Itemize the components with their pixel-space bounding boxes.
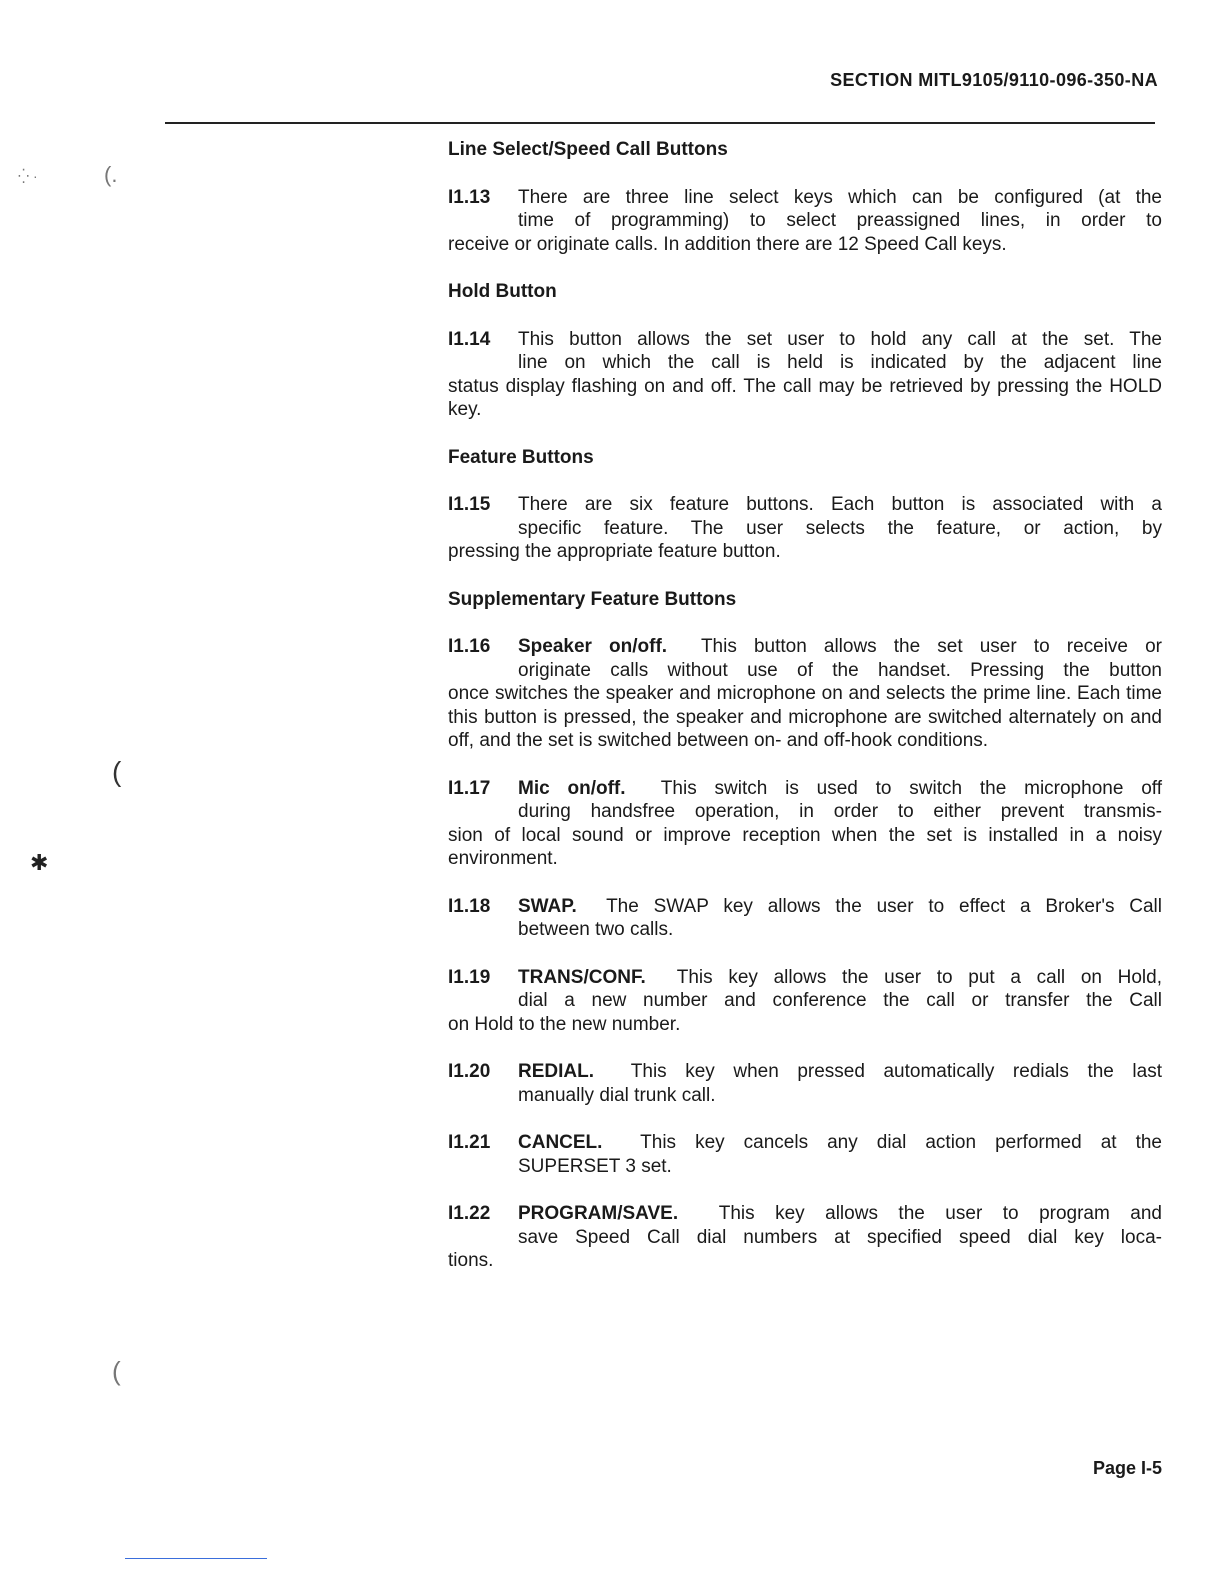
paragraph (448, 777, 1162, 871)
paragraph-number: I1.21 (448, 1132, 491, 1153)
paragraph-line: This switch is used to switch the microphone off (660, 777, 1162, 799)
paragraph-text: once switches the speaker and microphone on and selects the prime line. Each time this button is pressed, the speaker and microphone are switched alternately on and off, and the set is switched between on- and off-hook conditions. (448, 683, 1162, 751)
paragraph-number: I1.17 (448, 777, 491, 799)
scan-speck: (. (104, 162, 118, 187)
paragraph (448, 966, 1162, 1037)
scan-speck: ( (112, 756, 122, 787)
section-heading: Feature Buttons (448, 446, 594, 468)
paragraph-text: tions. (448, 1250, 494, 1271)
paragraph-lead: Speaker on/off. (518, 636, 668, 657)
paragraph-line: The SWAP key allows the user to effect a Broker's Call (606, 895, 1162, 917)
header-rule (165, 122, 1155, 124)
paragraph-text: sion of local sound or improve reception when the set is installed in a noisy environment. (448, 824, 1162, 869)
paragraph-line: This key allows the user to put a call on Hold, (676, 966, 1162, 988)
paragraph-number: I1.14 (448, 328, 491, 350)
paragraph-line: between two calls. (518, 919, 674, 940)
paragraph-line: line on which the call is held is indicated by the adjacent line (518, 352, 1162, 373)
scan-speck: ⁛ · (18, 168, 38, 184)
paragraph-line: There are three line select keys which can be configured (at the (518, 186, 1162, 208)
scan-speck: ✱ (30, 850, 49, 875)
paragraph-line: save Speed Call dial numbers at specified speed dial key loca- (518, 1226, 1162, 1248)
paragraph-line: during handsfree operation, in order to either prevent transmis- (518, 801, 1162, 822)
paragraph-text: receive or originate calls. In addition there are 12 Speed Call keys. (448, 233, 1007, 255)
paragraph-line: time of programming) to select preassigned lines, in order to (518, 210, 1162, 231)
paragraph-line: This button allows the set user to hold any call at the set. The (518, 328, 1162, 350)
paragraph-line: manually dial trunk call. (518, 1084, 716, 1106)
section-heading: Hold Button (448, 281, 557, 302)
paragraph (448, 1202, 1162, 1273)
paragraph (448, 895, 1162, 942)
paragraph-number: I1.19 (448, 966, 491, 988)
paragraph-text: on Hold to the new number. (448, 1013, 681, 1035)
page-number: Page I-5 (1092, 1458, 1162, 1478)
paragraph-line: This key allows the user to program and (718, 1203, 1162, 1224)
paragraph-lead: TRANS/CONF. (518, 966, 646, 988)
paragraph-line: This key cancels any dial action performed at the (640, 1132, 1162, 1153)
paragraph-line: There are six feature buttons. Each button is associated with a (518, 494, 1162, 515)
paragraph (448, 635, 1162, 753)
paragraph-line: originate calls without use of the handset. Pressing the button (518, 659, 1162, 681)
paragraph-lead: PROGRAM/SAVE. (518, 1203, 679, 1224)
paragraph-number: I1.22 (448, 1203, 491, 1224)
paragraph-number: I1.18 (448, 895, 491, 917)
document-body (448, 138, 1162, 1297)
paragraph-text: status display flashing on and off. The call may be retrieved by pressing the HOLD key. (448, 375, 1162, 420)
paragraph-line: specific feature. The user selects the feature, or action, by (518, 517, 1162, 539)
paragraph-text: pressing the appropriate feature button. (448, 541, 781, 562)
section-heading: Line Select/Speed Call Buttons (448, 139, 728, 160)
paragraph-lead: SWAP. (518, 895, 577, 917)
paragraph-line: SUPERSET 3 set. (518, 1155, 672, 1177)
paragraph-line: This button allows the set user to receive or (700, 636, 1162, 657)
paragraph-line: This key when pressed automatically redials the last (630, 1061, 1162, 1082)
paragraph (448, 1131, 1162, 1178)
paragraph (448, 328, 1162, 422)
paragraph-number: I1.16 (448, 636, 491, 657)
paragraph (448, 186, 1162, 257)
section-heading: Supplementary Feature Buttons (448, 588, 737, 610)
paragraph-lead: REDIAL. (518, 1061, 594, 1082)
paragraph (448, 493, 1162, 564)
paragraph-lead: Mic on/off. (518, 777, 626, 799)
scan-speck: ( (112, 1356, 121, 1386)
scan-edge-line (125, 1558, 267, 1559)
paragraph (448, 1060, 1162, 1107)
paragraph-number: I1.15 (448, 494, 491, 515)
paragraph-lead: CANCEL. (518, 1132, 603, 1153)
paragraph-line: dial a new number and conference the call or transfer the Call (518, 990, 1162, 1011)
section-header: SECTION MITL9105/9110-096-350-NA (830, 70, 1158, 90)
paragraph-number: I1.20 (448, 1061, 491, 1082)
paragraph-number: I1.13 (448, 186, 491, 208)
